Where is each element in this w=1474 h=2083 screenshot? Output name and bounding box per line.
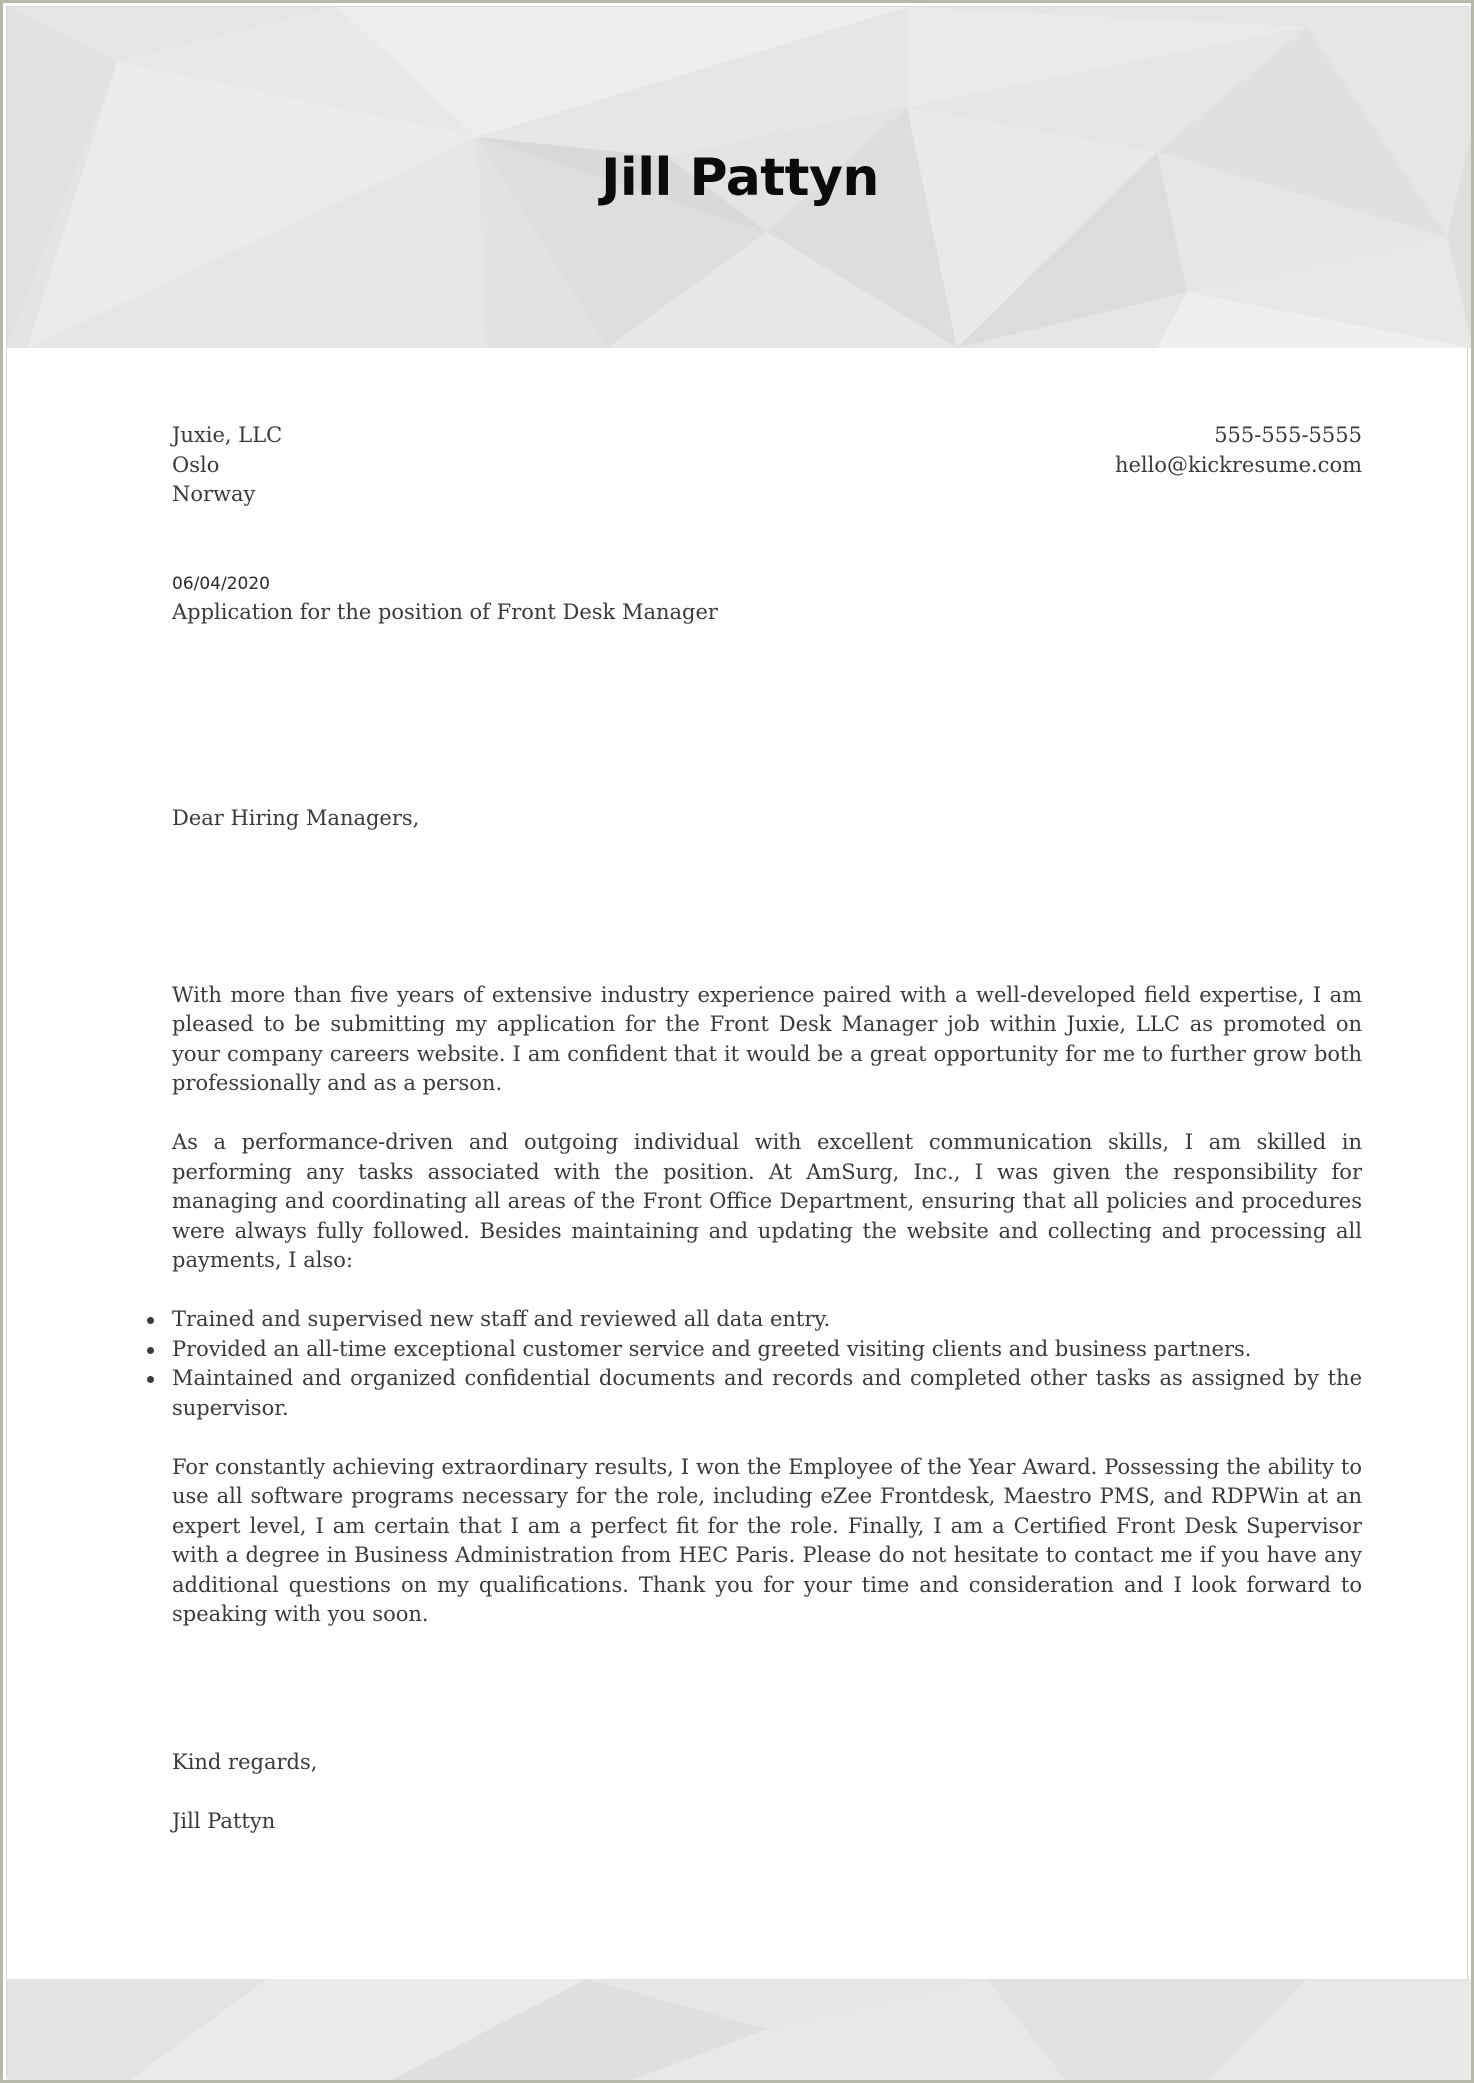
applicant-name-title: Jill Pattyn [601,148,879,208]
paragraph-closing: For constantly achieving extraordinary results, I won the Employee of the Year Award. Possessing the ability to use all software programs necessary for the role, including eZee Frontdesk, Maestro PMS, and RDPWin at an expert level, I am certain that I am a perfect fit for the role. Finally, I am a Certified Front Desk Supervisor with a degree in Business Administration from HEC Paris. Please do not hesitate to contact me if you have any additional questions on my qualifications. Thank you for your time and consideration and I look forward to speaking with you soon. [172,1454,1362,1626]
letter-date: 06/04/2020 [172,573,270,594]
list-item-text: Trained and supervised new staff and reviewed all data entry. [172,1307,831,1331]
recipient-company: Juxie, LLC [172,423,283,447]
closing-line: Kind regards, [172,1749,318,1774]
paragraph-experience: As a performance-driven and outgoing individual with excellent communication skills, I am skilled in performing any tasks associated with the position. At AmSurg, Inc., I was given the responsibility for managing and coordinating all areas of the Front Office Department, ensuring that all policies and procedures were always fully followed. Besides maintaining and updating the website and collecting and processing all payments, I also: [172,1130,1362,1272]
list-item-text: Maintained and organized confidential documents and records and completed other tasks as assigned by the supervisor. [172,1366,1362,1420]
bullet-icon [147,1376,154,1383]
list-item [172,1335,1362,1365]
sender-contact [1115,421,1362,480]
letter-subject: Application for the position of Front Desk Manager [172,599,718,624]
list-item [172,1305,1362,1335]
contact-email: hello@kickresume.com [1114,452,1362,477]
letter-body [172,421,1362,1836]
salutation: Dear Hiring Managers, [172,806,420,830]
achievements-list [172,1305,1362,1423]
contact-phone: 555-555-5555 [1214,423,1362,447]
recipient-country: Norway [172,482,256,506]
signature: Jill Pattyn [172,1808,276,1833]
list-item-text: Provided an all-time exceptional customer service and greeted visiting clients and business partners. [172,1336,1252,1361]
recipient-address [172,421,282,510]
address-block [172,421,1362,510]
paragraph-intro: With more than five years of extensive industry experience paired with a well-developed field expertise, I am pleased to be submitting my application for the Front Desk Manager job within Juxie, LLC as promoted on your company careers website. I am confident that it would be a great opportunity for me to further grow both professionally and as a person. [172,982,1362,1095]
bullet-icon [147,1347,154,1354]
bullet-icon [147,1317,154,1324]
recipient-city: Oslo [172,452,220,477]
footer-band [7,1979,1473,2082]
footer-polygon-pattern [7,1979,1473,2082]
list-item [172,1364,1362,1423]
